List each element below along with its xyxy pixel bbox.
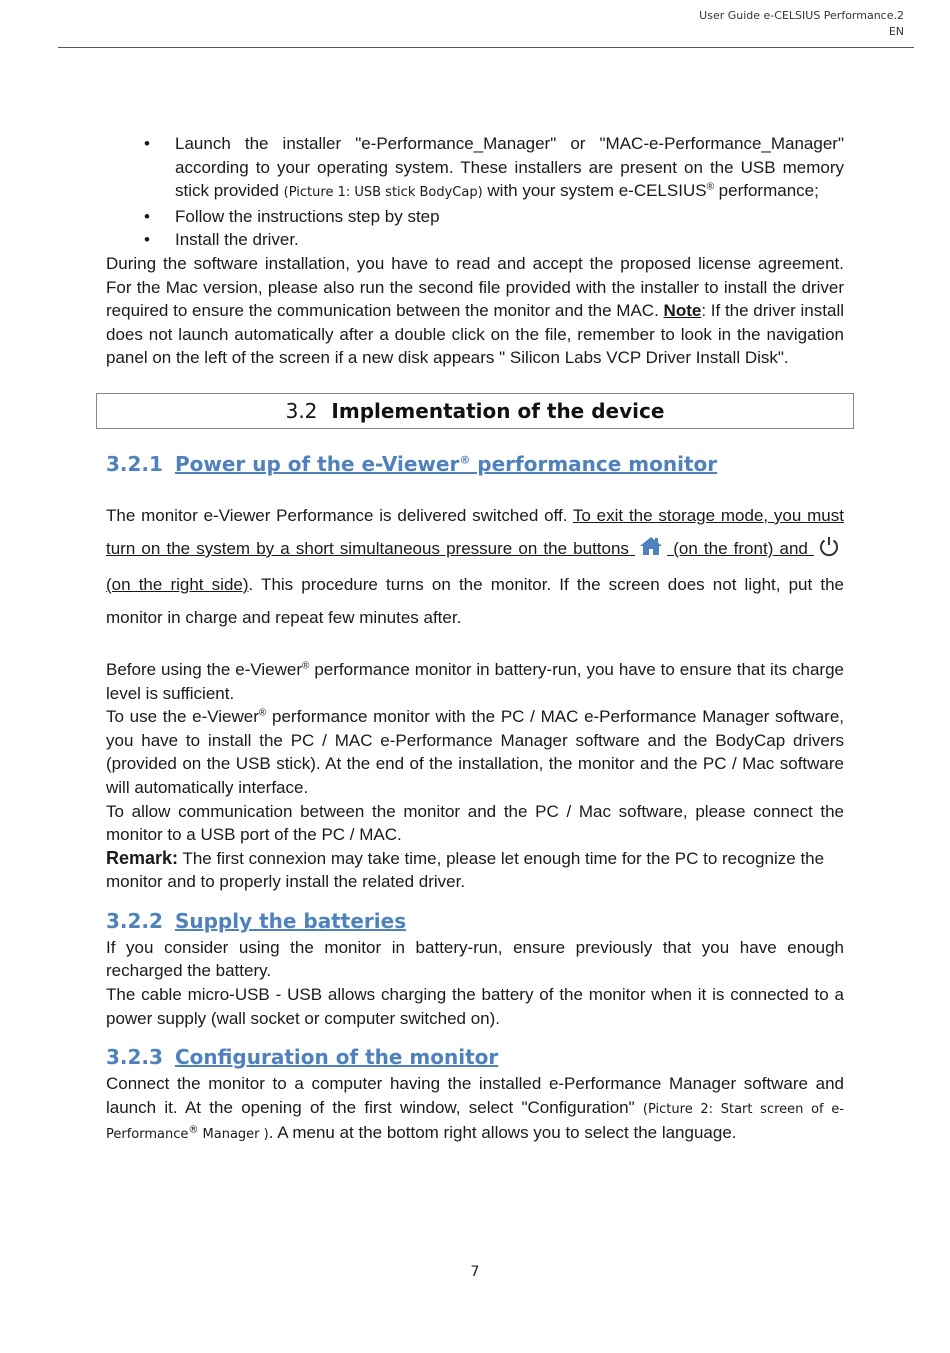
paragraph-text: performance monitor with the PC / MAC e-Performance Manager software, you have to install the PC / MAC e-Performance Manager software and the BodyCap drivers (provided on the USB stick). At the end of the installation, the monitor and the PC / Mac software will automatically interface. [106, 707, 844, 797]
charging-paragraph [106, 983, 844, 1030]
usb-connection-paragraph [106, 800, 844, 847]
subsection-title: Supply the batteries [174, 908, 407, 933]
note-text: : If the driver install does not launch automatically after a double click on the file, remember to look in the navigation panel on the left of the screen if a new disk appears " Silicon Labs VCP Driver Install Disk". [106, 301, 844, 368]
remark-text: The first connexion may take time, please let enough time for the PC to recognize the monitor and to properly install the related driver. [106, 848, 825, 892]
paragraph-text: If you consider using the monitor in battery-run, ensure previously that you have enough recharged the battery. [106, 937, 844, 981]
paragraph-text: During the software installation, you have to read and accept the proposed license agreement. For the Mac version, please also run the second file provided with the installer to install the driver required to ensure the communication between the monitor and the MAC. [106, 253, 844, 321]
power-up-paragraph [106, 499, 844, 634]
registered-mark: ® [302, 660, 310, 672]
list-item-text: with your system e-CELSIUS [482, 181, 707, 201]
power-icon [818, 535, 840, 568]
list-item-text: performance; [713, 181, 819, 201]
list-item-text: Launch the installer "e-Performance_Manager" or "MAC-e-Performance_Manager" according to your operating system. These installers are present on the USB memory stick provided [175, 134, 844, 201]
bullet-marker: • [144, 134, 150, 153]
paragraph-text: Before using the e-Viewer [106, 659, 303, 679]
picture-reference[interactable]: (Picture 1: USB stick BodyCap) [283, 185, 483, 201]
subsection-heading-batteries [106, 906, 844, 936]
subsection-title [175, 452, 717, 476]
subsection-heading-configuration [106, 1042, 844, 1072]
home-icon [639, 535, 663, 568]
batteries-paragraph [106, 936, 844, 983]
list-item [144, 228, 844, 252]
subsection-title-part: Power up of the e-Viewer [174, 451, 460, 476]
install-steps-list [106, 132, 844, 252]
subsection-number: 3.2.1 [106, 451, 163, 476]
list-item [144, 132, 844, 205]
list-item-text: Install the driver. [175, 230, 299, 250]
paragraph-text: The monitor e-Viewer Performance is delivered switched off. [106, 505, 573, 525]
registered-mark: ® [706, 181, 714, 193]
configuration-paragraph [106, 1072, 844, 1147]
page-header [699, 8, 904, 40]
list-item-text: Follow the instructions step by step [175, 206, 440, 226]
paragraph-text: To allow communication between the monitor and the PC / Mac software, please connect the monitor to a USB port of the PC / MAC. [106, 801, 844, 845]
registered-mark: ® [459, 453, 471, 467]
subsection-number: 3.2.2 [106, 908, 163, 933]
remark-label: Remark: [106, 847, 179, 868]
bullet-marker: • [144, 206, 150, 226]
paragraph-text: To use the e-Viewer [106, 707, 259, 727]
bullet-marker: • [144, 230, 150, 250]
section-heading-box [96, 393, 854, 429]
paragraph-text: performance monitor in battery-run, you have to ensure that its charge level is sufficient. [106, 659, 844, 703]
paragraph-text: The cable micro-USB - USB allows charging the battery of the monitor when it is connected to a power supply (wall socket or computer switched on). [106, 985, 844, 1028]
header-language: EN [888, 25, 904, 38]
section-number: 3.2 [285, 398, 318, 423]
subsection-number: 3.2.3 [106, 1045, 163, 1070]
underlined-text: (on the right side) [106, 574, 249, 594]
list-item [144, 205, 844, 229]
note-label: Note [663, 301, 702, 321]
underlined-text: (on the front) [667, 538, 774, 558]
page-number: 7 [470, 1264, 480, 1280]
paragraph-text: . This procedure turns on the monitor. If the screen does not light, put the monitor in charge and repeat few minutes after. [106, 574, 844, 627]
paragraph-text: Connect the monitor to a computer having the installed e-Performance Manager software and launch it. At the opening of the first window, select "Configuration" [106, 1074, 844, 1117]
subsection-heading-power-up [106, 449, 844, 479]
software-paragraph [106, 705, 844, 799]
header-rule [58, 47, 914, 48]
underlined-text: To exit the storage mode, you must turn on the system by a short simultaneous pressure on the buttons [106, 505, 844, 558]
underlined-text: and [779, 538, 814, 558]
paragraph-text: . A menu at the bottom right allows you to select the language. [268, 1123, 737, 1143]
picture-reference-text: Manager ) [198, 1127, 269, 1143]
intro-paragraph [106, 252, 844, 370]
registered-mark: ® [258, 707, 267, 719]
paragraph-gap [106, 634, 844, 658]
section-title: Implementation of the device [331, 398, 665, 423]
subsection-title-part: performance monitor [470, 451, 718, 476]
page-content [106, 132, 844, 1147]
remark-paragraph [106, 847, 844, 894]
registered-mark: ® [188, 1125, 199, 1137]
subsection-title: Configuration of the monitor [174, 1045, 499, 1070]
header-title: User Guide e-CELSIUS Performance.2 [699, 9, 904, 22]
picture-reference-text: (Picture 2: Start screen of e-Performance [106, 1101, 844, 1143]
battery-check-paragraph [106, 658, 844, 705]
